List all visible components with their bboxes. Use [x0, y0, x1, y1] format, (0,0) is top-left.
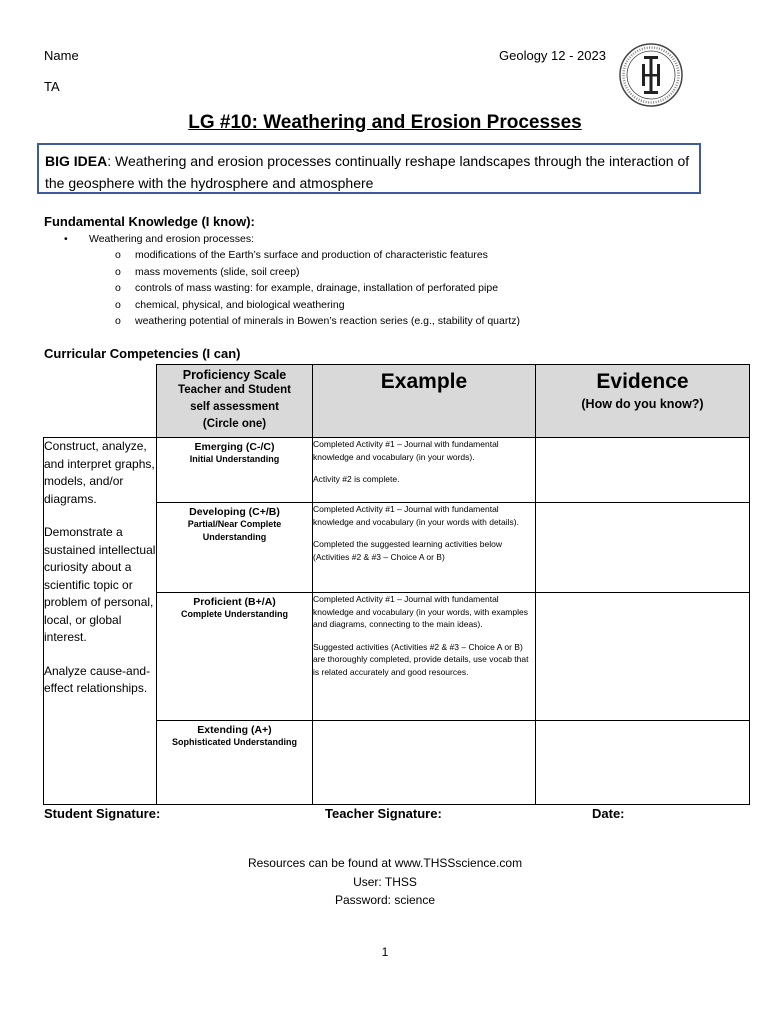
example-cell-emerging — [313, 438, 536, 503]
fundamental-bullet: Weathering and erosion processes: — [89, 233, 254, 245]
level-cell-developing — [157, 503, 313, 593]
sub-item-text: weathering potential of minerals in Bowen’s reaction series (e.g., stability of quartz) — [135, 315, 520, 327]
fundamental-sub-item — [115, 247, 520, 264]
example-text: Completed Activity #1 – Journal with fundamental knowledge and vocabulary (in your words, with examples and diagrams, connecting to the main ideas). — [313, 594, 528, 629]
level-cell-proficient — [157, 593, 313, 721]
competency-item: Construct, analyze, and interpret graphs, models, and/or diagrams. — [44, 439, 155, 506]
student-signature-label: Student Signature: — [44, 806, 161, 821]
level-name: Proficient (B+/A) — [193, 596, 276, 608]
example-text: Suggested activities (Activities #2 & #3 – Choice A or B) are thoroughly completed, provide details, use vocab that is related accurately and good resources. — [313, 641, 529, 677]
sub-bullet-marker: o — [115, 249, 121, 261]
sub-bullet-marker: o — [115, 315, 121, 327]
example-cell-proficient — [313, 593, 536, 721]
level-name: Emerging (C-/C) — [194, 441, 275, 453]
sub-bullet-marker: o — [115, 265, 121, 278]
fundamental-sub-list — [115, 247, 520, 330]
fundamental-sub-item — [115, 313, 520, 330]
example-header — [313, 365, 536, 438]
bullet-dot: • — [64, 233, 68, 245]
level-desc: Sophisticated Understanding — [171, 737, 297, 747]
page-title: LG #10: Weathering and Erosion Processes — [188, 112, 582, 133]
sub-bullet-marker: o — [115, 298, 121, 311]
level-name: Developing (C+/B) — [189, 506, 280, 518]
evidence-cell-emerging[interactable] — [536, 438, 750, 503]
course-label: Geology 12 - 2023 — [499, 48, 606, 63]
level-cell-emerging — [157, 438, 313, 503]
big-idea-box — [37, 143, 701, 194]
evidence-cell-proficient[interactable] — [536, 593, 750, 721]
fundamental-sub-item — [115, 280, 520, 297]
competency-item: Analyze cause-and-effect relationships. — [44, 663, 151, 695]
evidence-cell-developing[interactable] — [536, 503, 750, 593]
scale-header-sub: Teacher and Student self assessment (Circle one) — [178, 384, 291, 430]
user-text: User: THSS — [353, 875, 417, 889]
evidence-cell-extending[interactable] — [536, 721, 750, 805]
sub-item-text: modifications of the Earth’s surface and production of characteristic features — [135, 249, 488, 261]
teacher-signature-label: Teacher Signature: — [325, 806, 442, 821]
example-cell-extending — [313, 721, 536, 805]
fundamental-sub-item — [115, 264, 520, 281]
competency-item: Demonstrate a sustained intellectual curiosity about a scientific topic or problem of personal, local, or global interest. — [44, 525, 156, 644]
fundamental-knowledge-title: Fundamental Knowledge (I know): — [44, 214, 255, 229]
sub-item-text: chemical, physical, and biological weathering — [135, 298, 345, 311]
example-text: Completed Activity #1 – Journal with fundamental knowledge and vocabulary (in your words with details). — [313, 504, 519, 527]
level-desc: Initial Understanding — [189, 454, 280, 464]
blank-corner — [44, 365, 157, 438]
level-name: Extending (A+) — [197, 724, 272, 736]
password-text: Password: science — [334, 893, 436, 907]
competencies-cell — [44, 438, 157, 805]
scale-header — [157, 365, 313, 438]
date-label: Date: — [592, 806, 625, 821]
example-text: Activity #2 is complete. — [313, 474, 400, 484]
big-idea-label: BIG IDEA — [45, 153, 108, 169]
level-desc: Partial/Near Complete Understanding — [187, 519, 282, 542]
sub-item-text: controls of mass wasting: for example, drainage, installation of perforated pipe — [135, 282, 499, 294]
evidence-header — [536, 365, 750, 438]
example-cell-developing — [313, 503, 536, 593]
fundamental-sub-item — [115, 297, 520, 314]
example-text: Completed the suggested learning activities below (Activities #2 & #3 – Choice A or B) — [313, 539, 503, 562]
evidence-header-title: Evidence — [596, 370, 689, 393]
evidence-header-sub: (How do you know?) — [581, 397, 704, 411]
school-seal-logo — [618, 42, 684, 108]
page-number: 1 — [381, 945, 389, 959]
example-text: Completed Activity #1 – Journal with fundamental knowledge and vocabulary (in your words). — [313, 439, 499, 462]
sub-item-text: mass movements (slide, soil creep) — [135, 265, 300, 278]
ta-label: TA — [44, 79, 60, 94]
curricular-competencies-title: Curricular Competencies (I can) — [44, 346, 241, 361]
scale-header-title: Proficiency Scale — [182, 368, 287, 382]
big-idea-text: : Weathering and erosion processes continually reshape landscapes through the interaction of the geosphere with the hydrosphere and atmosphere — [45, 153, 690, 191]
competency-table — [43, 364, 750, 805]
example-header-title: Example — [380, 370, 468, 393]
resources-text: Resources can be found at www.THSSscience.com — [247, 856, 523, 870]
level-desc: Complete Understanding — [180, 609, 288, 619]
sub-bullet-marker: o — [115, 282, 121, 294]
level-cell-extending — [157, 721, 313, 805]
name-label: Name — [44, 48, 79, 63]
